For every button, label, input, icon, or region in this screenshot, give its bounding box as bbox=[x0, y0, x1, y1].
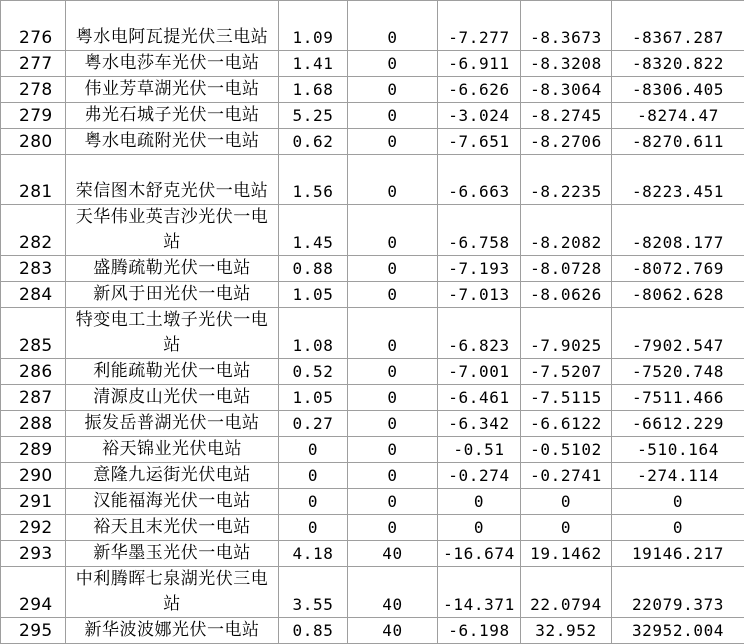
table-row bbox=[1, 256, 744, 282]
row-index-cell[interactable]: 293 bbox=[1, 541, 66, 567]
table-row bbox=[1, 567, 744, 618]
station-name-cell[interactable]: 利能疏勒光伏一电站 bbox=[66, 359, 279, 385]
deviation-cell[interactable]: -6.461 bbox=[438, 385, 521, 411]
deviation-cell[interactable]: -6.911 bbox=[438, 51, 521, 77]
row-index-cell[interactable]: 285 bbox=[1, 308, 66, 359]
row-index-cell[interactable]: 283 bbox=[1, 256, 66, 282]
score-cell[interactable]: -8.3208 bbox=[521, 51, 612, 77]
station-name-cell[interactable]: 粤水电阿瓦提光伏三电站 bbox=[66, 1, 279, 51]
row-index-cell[interactable]: 289 bbox=[1, 437, 66, 463]
station-name-cell[interactable]: 粤水电疏附光伏一电站 bbox=[66, 129, 279, 155]
station-name-cell[interactable]: 粤水电莎车光伏一电站 bbox=[66, 51, 279, 77]
amount-cell[interactable]: -8062.628 bbox=[612, 282, 744, 308]
amount-cell[interactable]: -8223.451 bbox=[612, 155, 744, 205]
score-cell[interactable]: 19.1462 bbox=[521, 541, 612, 567]
amount-cell[interactable]: -8274.47 bbox=[612, 103, 744, 129]
score-cell[interactable]: -8.2082 bbox=[521, 205, 612, 256]
score-cell[interactable]: -8.0728 bbox=[521, 256, 612, 282]
deviation-cell[interactable]: -7.001 bbox=[438, 359, 521, 385]
amount-cell[interactable]: -8306.405 bbox=[612, 77, 744, 103]
deviation-cell[interactable]: -6.626 bbox=[438, 77, 521, 103]
deviation-cell[interactable]: -3.024 bbox=[438, 103, 521, 129]
table-row bbox=[1, 385, 744, 411]
score-cell[interactable]: 32.952 bbox=[521, 618, 612, 644]
capacity-cell[interactable]: 3.55 bbox=[279, 567, 348, 618]
station-name-cell[interactable]: 荣信图木舒克光伏一电站 bbox=[66, 155, 279, 205]
station-name-cell[interactable]: 新华波波娜光伏一电站 bbox=[66, 618, 279, 644]
station-name-cell[interactable]: 振发岳普湖光伏一电站 bbox=[66, 411, 279, 437]
station-name-cell[interactable]: 弗光石城子光伏一电站 bbox=[66, 103, 279, 129]
value-cell[interactable]: 0 bbox=[348, 437, 438, 463]
capacity-cell[interactable]: 0 bbox=[279, 515, 348, 541]
amount-cell[interactable]: -7520.748 bbox=[612, 359, 744, 385]
table-body bbox=[1, 1, 744, 644]
amount-cell[interactable]: -8320.822 bbox=[612, 51, 744, 77]
value-cell[interactable]: 0 bbox=[348, 129, 438, 155]
row-index-cell[interactable]: 278 bbox=[1, 77, 66, 103]
table-row bbox=[1, 463, 744, 489]
station-name-cell[interactable]: 裕天锦业光伏电站 bbox=[66, 437, 279, 463]
deviation-cell[interactable]: 0 bbox=[438, 515, 521, 541]
capacity-cell[interactable]: 5.25 bbox=[279, 103, 348, 129]
deviation-cell[interactable]: -14.371 bbox=[438, 567, 521, 618]
row-index-cell[interactable]: 291 bbox=[1, 489, 66, 515]
amount-cell[interactable]: -510.164 bbox=[612, 437, 744, 463]
row-index-cell[interactable]: 288 bbox=[1, 411, 66, 437]
value-cell[interactable]: 0 bbox=[348, 205, 438, 256]
station-name-cell[interactable]: 天华伟业英吉沙光伏一电站 bbox=[66, 205, 279, 256]
value-cell[interactable]: 0 bbox=[348, 51, 438, 77]
capacity-cell[interactable]: 1.41 bbox=[279, 51, 348, 77]
deviation-cell[interactable]: -16.674 bbox=[438, 541, 521, 567]
table-row bbox=[1, 129, 744, 155]
row-index-cell[interactable]: 290 bbox=[1, 463, 66, 489]
capacity-cell[interactable]: 0.85 bbox=[279, 618, 348, 644]
amount-cell[interactable]: 19146.217 bbox=[612, 541, 744, 567]
row-index-cell[interactable]: 284 bbox=[1, 282, 66, 308]
capacity-cell[interactable]: 1.68 bbox=[279, 77, 348, 103]
station-name-cell[interactable]: 新华墨玉光伏一电站 bbox=[66, 541, 279, 567]
table-row bbox=[1, 205, 744, 256]
row-index-cell[interactable]: 281 bbox=[1, 155, 66, 205]
station-name-cell[interactable]: 意隆九运街光伏电站 bbox=[66, 463, 279, 489]
table-row bbox=[1, 103, 744, 129]
station-name-cell[interactable]: 特变电工土墩子光伏一电站 bbox=[66, 308, 279, 359]
capacity-cell[interactable]: 1.05 bbox=[279, 282, 348, 308]
capacity-cell[interactable]: 1.45 bbox=[279, 205, 348, 256]
deviation-cell[interactable]: -7.277 bbox=[438, 1, 521, 51]
score-cell[interactable]: -8.3064 bbox=[521, 77, 612, 103]
capacity-cell[interactable]: 0 bbox=[279, 437, 348, 463]
row-index-cell[interactable]: 282 bbox=[1, 205, 66, 256]
capacity-cell[interactable]: 1.56 bbox=[279, 155, 348, 205]
capacity-cell[interactable]: 1.08 bbox=[279, 308, 348, 359]
station-name-cell[interactable]: 中利腾晖七泉湖光伏三电站 bbox=[66, 567, 279, 618]
score-cell[interactable]: -7.5115 bbox=[521, 385, 612, 411]
table-row bbox=[1, 618, 744, 644]
value-cell[interactable]: 0 bbox=[348, 463, 438, 489]
table-row bbox=[1, 1, 744, 51]
capacity-cell[interactable]: 0.62 bbox=[279, 129, 348, 155]
deviation-cell[interactable]: -7.651 bbox=[438, 129, 521, 155]
row-index-cell[interactable]: 286 bbox=[1, 359, 66, 385]
value-cell[interactable]: 0 bbox=[348, 256, 438, 282]
score-cell[interactable]: 22.0794 bbox=[521, 567, 612, 618]
capacity-cell[interactable]: 1.09 bbox=[279, 1, 348, 51]
score-cell[interactable]: -7.9025 bbox=[521, 308, 612, 359]
row-index-cell[interactable]: 279 bbox=[1, 103, 66, 129]
station-name-cell[interactable]: 汉能福海光伏一电站 bbox=[66, 489, 279, 515]
value-cell[interactable]: 0 bbox=[348, 103, 438, 129]
deviation-cell[interactable]: -7.013 bbox=[438, 282, 521, 308]
deviation-cell[interactable]: -0.51 bbox=[438, 437, 521, 463]
deviation-cell[interactable]: 0 bbox=[438, 489, 521, 515]
table-row bbox=[1, 489, 744, 515]
score-cell[interactable]: -0.2741 bbox=[521, 463, 612, 489]
value-cell[interactable]: 40 bbox=[348, 618, 438, 644]
score-cell[interactable]: -8.2745 bbox=[521, 103, 612, 129]
score-cell[interactable]: -8.2235 bbox=[521, 155, 612, 205]
deviation-cell[interactable]: -6.758 bbox=[438, 205, 521, 256]
value-cell[interactable]: 0 bbox=[348, 385, 438, 411]
station-name-cell[interactable]: 清源皮山光伏一电站 bbox=[66, 385, 279, 411]
value-cell[interactable]: 40 bbox=[348, 567, 438, 618]
value-cell[interactable]: 0 bbox=[348, 489, 438, 515]
value-cell[interactable]: 0 bbox=[348, 77, 438, 103]
value-cell[interactable]: 0 bbox=[348, 411, 438, 437]
station-name-cell[interactable]: 裕天且末光伏一电站 bbox=[66, 515, 279, 541]
row-index-cell[interactable]: 277 bbox=[1, 51, 66, 77]
amount-cell[interactable]: -7511.466 bbox=[612, 385, 744, 411]
amount-cell[interactable]: -8208.177 bbox=[612, 205, 744, 256]
row-index-cell[interactable]: 295 bbox=[1, 618, 66, 644]
score-cell[interactable]: -7.5207 bbox=[521, 359, 612, 385]
capacity-cell[interactable]: 0.27 bbox=[279, 411, 348, 437]
value-cell[interactable]: 0 bbox=[348, 308, 438, 359]
amount-cell[interactable]: 0 bbox=[612, 515, 744, 541]
value-cell[interactable]: 40 bbox=[348, 541, 438, 567]
score-cell[interactable]: 0 bbox=[521, 515, 612, 541]
row-index-cell[interactable]: 287 bbox=[1, 385, 66, 411]
amount-cell[interactable]: 22079.373 bbox=[612, 567, 744, 618]
value-cell[interactable]: 0 bbox=[348, 359, 438, 385]
capacity-cell[interactable]: 1.05 bbox=[279, 385, 348, 411]
deviation-cell[interactable]: -6.663 bbox=[438, 155, 521, 205]
table-row bbox=[1, 411, 744, 437]
amount-cell[interactable]: -8367.287 bbox=[612, 1, 744, 51]
capacity-cell[interactable]: 0.52 bbox=[279, 359, 348, 385]
score-cell[interactable]: 0 bbox=[521, 489, 612, 515]
amount-cell[interactable]: -8270.611 bbox=[612, 129, 744, 155]
amount-cell[interactable]: -6612.229 bbox=[612, 411, 744, 437]
table-row bbox=[1, 437, 744, 463]
value-cell[interactable]: 0 bbox=[348, 1, 438, 51]
table-row bbox=[1, 51, 744, 77]
value-cell[interactable]: 0 bbox=[348, 515, 438, 541]
table-row bbox=[1, 541, 744, 567]
amount-cell[interactable]: 32952.004 bbox=[612, 618, 744, 644]
deviation-cell[interactable]: -6.342 bbox=[438, 411, 521, 437]
row-index-cell[interactable]: 280 bbox=[1, 129, 66, 155]
score-cell[interactable]: -8.0626 bbox=[521, 282, 612, 308]
capacity-cell[interactable]: 4.18 bbox=[279, 541, 348, 567]
table-row bbox=[1, 515, 744, 541]
capacity-cell[interactable]: 0.88 bbox=[279, 256, 348, 282]
deviation-cell[interactable]: -6.823 bbox=[438, 308, 521, 359]
deviation-cell[interactable]: -6.198 bbox=[438, 618, 521, 644]
table-row bbox=[1, 308, 744, 359]
score-cell[interactable]: -8.3673 bbox=[521, 1, 612, 51]
row-index-cell[interactable]: 276 bbox=[1, 1, 66, 51]
amount-cell[interactable]: -7902.547 bbox=[612, 308, 744, 359]
row-index-cell[interactable]: 294 bbox=[1, 567, 66, 618]
station-name-cell[interactable]: 新风于田光伏一电站 bbox=[66, 282, 279, 308]
row-index-cell[interactable]: 292 bbox=[1, 515, 66, 541]
capacity-cell[interactable]: 0 bbox=[279, 489, 348, 515]
amount-cell[interactable]: -274.114 bbox=[612, 463, 744, 489]
station-name-cell[interactable]: 伟业芳草湖光伏一电站 bbox=[66, 77, 279, 103]
table-row bbox=[1, 155, 744, 205]
table-row bbox=[1, 282, 744, 308]
table-row bbox=[1, 359, 744, 385]
score-cell[interactable]: -6.6122 bbox=[521, 411, 612, 437]
score-cell[interactable]: -8.2706 bbox=[521, 129, 612, 155]
amount-cell[interactable]: 0 bbox=[612, 489, 744, 515]
value-cell[interactable]: 0 bbox=[348, 282, 438, 308]
station-name-cell[interactable]: 盛腾疏勒光伏一电站 bbox=[66, 256, 279, 282]
score-cell[interactable]: -0.5102 bbox=[521, 437, 612, 463]
value-cell[interactable]: 0 bbox=[348, 155, 438, 205]
amount-cell[interactable]: -8072.769 bbox=[612, 256, 744, 282]
capacity-cell[interactable]: 0 bbox=[279, 463, 348, 489]
table-row bbox=[1, 77, 744, 103]
deviation-cell[interactable]: -7.193 bbox=[438, 256, 521, 282]
deviation-cell[interactable]: -0.274 bbox=[438, 463, 521, 489]
